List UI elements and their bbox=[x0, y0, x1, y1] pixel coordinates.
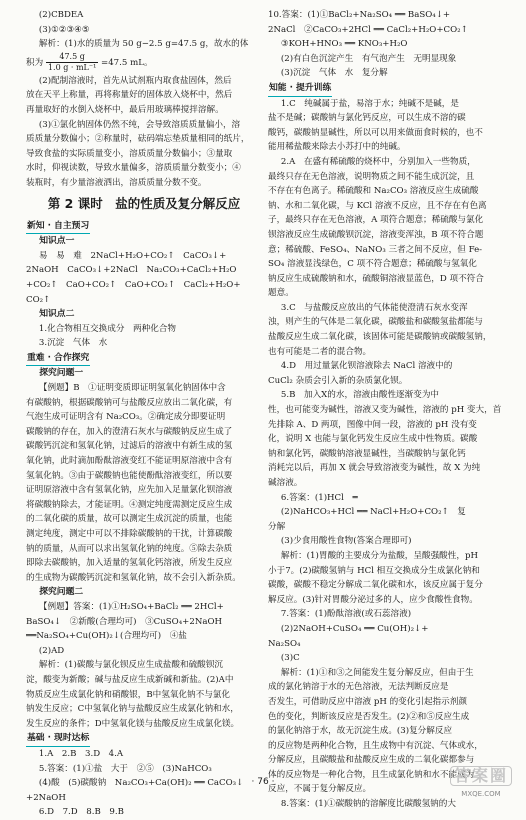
text-line: 盐不是碱；碳酸钠与氯化钙反应，可以生成不溶的碳 bbox=[268, 113, 466, 124]
section-label: 新知 · 自主预习 bbox=[26, 219, 90, 235]
section-header bbox=[268, 81, 504, 97]
text-line: 碳酸钠的存在，加入的澄清石灰水与碳酸钠反应生成了 bbox=[26, 426, 233, 437]
text-line: 体的反应物是一种化合物，且生成氯化钠和水不能成为 bbox=[268, 769, 475, 780]
text-line: 性，也可能变为碱性，溶液又变为碱性，溶液的 pH 变大，首 bbox=[268, 405, 502, 416]
text-line: (4)酸 (5)碳酸钠 Na₂CO₃+Ca(OH)₂ ══ CaCO₃↓ bbox=[38, 778, 244, 789]
right-column bbox=[268, 8, 504, 812]
text-line: (3)①②③④⑤ bbox=[38, 24, 90, 35]
frac-denominator: 1.0 g · mL⁻¹ bbox=[47, 62, 97, 72]
text-line: 的氯化钠溶于水，故无沉淀生成。(3)复分解反应 bbox=[268, 726, 453, 737]
text-line: (2)NaHCO₃+HCl ══ NaCl+H₂O+CO₂↑ 复 bbox=[280, 507, 466, 518]
text-line: 子，最终只存在无色溶液，A 项符合题意；稀硫酸与氯化 bbox=[268, 215, 484, 226]
text-line: 易 易 难 2NaCl+H₂O+CO₂↑ CaCO₃↓+ bbox=[38, 250, 227, 261]
text-line: 5.B 加入X的水，溶液由酸性逐渐变为中 bbox=[280, 390, 440, 401]
text-line: 装瓶时，有少量溶液洒出，溶质质量分数不变。 bbox=[26, 177, 207, 188]
text-line: 6.D 7.D 8.B 9.B bbox=[38, 807, 124, 818]
text-line: 分解反应，且碳酸盐和盐酸反应生成的二氧化碳都参与 bbox=[268, 755, 475, 766]
page-number: · 76 · bbox=[251, 777, 275, 787]
text-line: 4.D 用过量氯化钡溶液除去 NaCl 溶液中的 bbox=[280, 361, 453, 372]
text-line: 质质量分数偏小；②称量时，砝码端忘垫质量相同的纸片， bbox=[26, 134, 250, 145]
text-line: 的反应物是两种化合物，且生成物中有沉淀、气体或水， bbox=[268, 740, 483, 751]
frac-suffix: =47.5 mL。 bbox=[101, 57, 153, 68]
text-line: BaSO₄↓ ②新酸(合理均可) ③CuSO₄+2NaOH bbox=[26, 616, 222, 627]
text-line: 的生成物为碳酸钙沉淀和氢氧化钠，故不会引入新杂质。 bbox=[26, 572, 241, 583]
text-line: 分解 bbox=[268, 521, 286, 532]
text-line: (3)①氯化钠固体仍然不纯，会导致溶质质量偏小，溶 bbox=[38, 119, 241, 130]
text-line: 1.A 2.B 3.D 4.A bbox=[38, 748, 124, 759]
text-line: 导致食盐的实际质量变小，溶质质量分数偏小；③量取 bbox=[26, 148, 233, 159]
text-line: 再量取好的水倒入烧杯中，最后用玻璃棒搅拌溶解。 bbox=[26, 104, 224, 115]
text-line: 盐酸反应生成二氧化碳，该固体可能是碳酸钠或碳酸氢钠， bbox=[268, 332, 492, 343]
text-line: 气泡生成可证明含有 Na₂CO₃。②确定成分即要证明 bbox=[26, 412, 226, 423]
text-line: 氢氧化钠。③由于碳酸钠也能使酚酞溶液变红，所以要 bbox=[26, 470, 233, 481]
text-line: 反应，不属于复分解反应。 bbox=[268, 784, 372, 795]
text-line: SO₄ 溶液显浅绿色，C 项不符合题意；稀硫酸与氢氧化 bbox=[268, 259, 477, 270]
text-line: 解析：(1)胃酸的主要成分为盐酸，呈酸强酸性，pH bbox=[280, 550, 478, 561]
text-line: 物质反应生成氯化钠和硝酸银，B中氢氧化钠不与氯化 bbox=[26, 689, 230, 700]
question-title: 探究问题一 bbox=[39, 368, 84, 379]
text-line: CO₂↑ bbox=[26, 294, 51, 305]
text-line: 5.答案：(1)①盐 大于 ②⑤ (3)NaHCO₃ bbox=[38, 763, 212, 774]
text-line: Na₂SO₄ bbox=[268, 638, 301, 649]
fraction-line bbox=[26, 52, 262, 74]
text-line: 3.沉淀 气体 水 bbox=[38, 338, 108, 349]
knowledge-point-title: 知识点一 bbox=[39, 236, 75, 247]
text-line: 水时，仰视读数，导致水量偏多，溶质质量分数变小；④ bbox=[26, 163, 241, 174]
text-line: 有碳酸钠，根据碳酸钠可与盐酸反应放出二氧化碳，有 bbox=[26, 397, 233, 408]
text-line: 解析：(1)水的质量为 50 g−2.5 g=47.5 g，故水的体 bbox=[38, 39, 249, 50]
text-line: 将碳酸钠除去，才能证明。④测定纯度需测定反应生成 bbox=[26, 499, 233, 510]
text-line: (2)配制溶液时，首先从试剂瓶内取食盐固体，然后 bbox=[38, 75, 232, 86]
text-line: ③KOH+HNO₃ ══ KNO₃+H₂O bbox=[280, 39, 408, 50]
text-line: 也有可能是二者的混合物。 bbox=[268, 346, 372, 357]
text-line: 2NaCl ②CaCO₃+2HCl ══ CaCl₂+H₂O+CO₂↑ bbox=[268, 24, 468, 35]
text-line: 钠发生反应；C中氢氧化钠与盐酸反应生成氯化钠和水， bbox=[26, 704, 239, 715]
section-header bbox=[26, 731, 262, 747]
text-line: 【例题】答案：(1)①H₂SO₄+BaCl₂ ══ 2HCl+ bbox=[38, 601, 224, 612]
text-line: 8.答案：(1)①碳酸钠的溶解度比碳酸氢钠的大 bbox=[280, 799, 456, 810]
text-line: 发生反应的条件；D中氢氧化镁与盐酸反应生成氯化镁。 bbox=[26, 718, 240, 729]
text-line: 化，说明 X 也能与氯化钙发生反应生成中性物质。碳酸 bbox=[268, 434, 478, 445]
text-line: 2.A 在盛有稀硫酸的烧杯中，分别加入一些物质， bbox=[280, 156, 476, 167]
knowledge-point-title: 知识点二 bbox=[39, 309, 75, 320]
fraction bbox=[46, 52, 98, 73]
text-line: +2NaOH bbox=[26, 792, 66, 803]
text-line: (2)CBDEA bbox=[38, 10, 84, 20]
text-line: 浊，则产生的气体是二氧化碳，碳酸盐和碳酸氢盐都能与 bbox=[268, 317, 483, 328]
frac-prefix: 积为 bbox=[26, 57, 44, 68]
text-line: (3)沉淀 气体 水 复分解 bbox=[280, 68, 388, 79]
text-line: 否发生，可借助反应中溶液 pH 的变化引起指示剂颜 bbox=[268, 696, 467, 707]
text-line: 小于7。(2)碳酸氢钠与 HCl 相互交换成分生成氯化钠和 bbox=[268, 565, 480, 576]
text-line: 的二氧化碳的质量，故可以测定生成沉淀的质量，也能 bbox=[26, 514, 233, 525]
watermark-subtext: MXQE.COM bbox=[461, 789, 501, 798]
text-line: 淀，酸变为新酸；碱与盐反应生成新碱和新盐。(2)A中 bbox=[26, 674, 234, 685]
text-line: (2)2NaOH+CuSO₄ ══ Cu(OH)₂↓+ bbox=[280, 623, 429, 634]
text-line: +CO₂↑ CaO+CO₂↑ CaO+CO₂↑ CaCl₂+H₂O+ bbox=[26, 279, 241, 290]
text-line: 碳酸钙沉淀和氢氧化钠，过滤后的溶液中有新生成的氢 bbox=[26, 441, 233, 452]
frac-numerator: 47.5 g bbox=[46, 52, 98, 63]
section-label: 重难 · 合作探究 bbox=[26, 351, 90, 367]
section-label: 知能 · 提升训练 bbox=[268, 81, 332, 97]
text-line: 先排除 A、D 两项，图像中间一段，溶液的 pH 没有变 bbox=[268, 419, 477, 430]
text-line: 题意。 bbox=[268, 288, 294, 299]
question-title: 探究问题二 bbox=[39, 587, 84, 598]
text-line: 解反应。(3)针对胃酸分泌过多的人，应少食酸性食物。 bbox=[268, 594, 478, 605]
text-line: 6.答案：(1)HCl ═ bbox=[280, 492, 358, 503]
text-line: 成的氯化钠溶于水的无色溶液，无法判断反应是 bbox=[268, 682, 449, 693]
text-line: 3.C 与盐酸反应放出的气体能使澄清石灰水变浑 bbox=[280, 302, 468, 313]
text-line: 放在天平上称量，再将称量好的固体放入烧杯中，然后 bbox=[26, 90, 233, 101]
text-line: 氧化钠，此时滴加酚酞溶液变红不能证明原溶液中含有 bbox=[26, 456, 233, 467]
text-line: (3)C bbox=[280, 653, 300, 664]
text-line: 钠、水和二氧化碳，与 KCl 溶液不反应，且不存在有色离 bbox=[268, 200, 487, 211]
text-line: 测定纯度，测定中可以不排除碳酸钠的干扰，计算碳酸 bbox=[26, 529, 233, 539]
text-line: (2)AD bbox=[38, 645, 65, 656]
text-line: 碱溶液。 bbox=[268, 478, 303, 488]
text-line: 钡溶液反应生成硫酸钡沉淀，溶液变浑浊，B 项不符合题 bbox=[268, 229, 484, 240]
left-column bbox=[26, 8, 262, 820]
text-line: 【例题】B ①证明变质即证明氢氧化钠固体中含 bbox=[38, 383, 226, 394]
section-label: 基础 · 现时达标 bbox=[26, 731, 90, 747]
text-line: 能用稀盐酸来除去小苏打中的纯碱。 bbox=[268, 142, 406, 153]
watermark-logo bbox=[446, 766, 516, 796]
text-line: 7.答案：(1)酚酞溶液(或石蕊溶液) bbox=[280, 609, 412, 620]
text-line: 色的变化，判断该反应是否发生。(2)②和⑤反应生成 bbox=[268, 711, 470, 722]
text-line: 1.化合物相互交换成分 两种化合物 bbox=[38, 323, 176, 334]
text-line: 证明原溶液中含有氢氧化钠，应先加入足量氯化钡溶液 bbox=[26, 485, 233, 496]
section-header bbox=[26, 219, 262, 235]
text-line: 消耗完以后，再加 X 就会导致溶液变为碱性，故 X 为纯 bbox=[268, 463, 481, 474]
section-header bbox=[26, 351, 262, 367]
text-line: 钠的质量，从而可以求出氢氧化钠的纯度。⑤除去杂质 bbox=[26, 543, 233, 554]
text-line: 解析：(1)①和③之间能发生复分解反应，但由于生 bbox=[280, 667, 474, 678]
text-line: 10.答案：(1)①BaCl₂+Na₂SO₄ ══ BaSO₄↓+ bbox=[268, 10, 451, 20]
text-line: 碳酸，碳酸不稳定分解成二氧化碳和水，该反应属于复分 bbox=[268, 580, 483, 591]
text-line: ══Na₂SO₄+Cu(OH)₂↓(合理均可) ④盐 bbox=[26, 631, 187, 642]
text-line: 钠和氯化钙，碳酸钠溶液显碱性，当碳酸钠与氯化钙 bbox=[268, 448, 466, 459]
text-line: 酸钙，碳酸钠显碱性，所以可以用来做面食时候的，也不 bbox=[268, 127, 483, 138]
watermark-text: 答案圈 bbox=[450, 766, 512, 786]
text-line: 不存在有色离子。稀硫酸和 Na₂CO₃ 溶液反应生成硫酸 bbox=[268, 186, 479, 197]
text-line: 最终只存在无色溶液，说明物质之间不能生成沉淀，且 bbox=[268, 171, 475, 182]
text-line: 解析：(1)碳酸与氯化钡反应生成盐酸和硫酸钡沉 bbox=[38, 660, 223, 671]
text-line: 2NaOH CaCO₃↓+2NaCl Na₂CO₃+CaCl₂+H₂O bbox=[26, 265, 237, 276]
text-line: 钠反应生成硫酸钠和水，硫酸铜溶液显蓝色，D 项不符合 bbox=[268, 273, 484, 284]
text-line: CuCl₂ 杂质会引入新的杂质氯化钡。 bbox=[268, 375, 408, 386]
text-line: 意；稀硫酸、FeSO₄、NaNO₃ 三者之间不反应，但 Fe- bbox=[268, 244, 483, 255]
text-line: (2)有白色沉淀产生 有气泡产生 无明显现象 bbox=[280, 53, 457, 64]
text-line: 1.C 纯碱属于盐，易溶于水；纯碱不是碱，是 bbox=[280, 98, 459, 109]
lesson-title: 第 2 课时 盐的性质及复分解反应 bbox=[47, 195, 241, 211]
text-line: (3)少食用酸性食物(答案合理即可) bbox=[280, 536, 412, 547]
text-line: 即除去碳酸钠，加入适量的氢氧化钙溶液，所发生反应 bbox=[26, 558, 233, 569]
